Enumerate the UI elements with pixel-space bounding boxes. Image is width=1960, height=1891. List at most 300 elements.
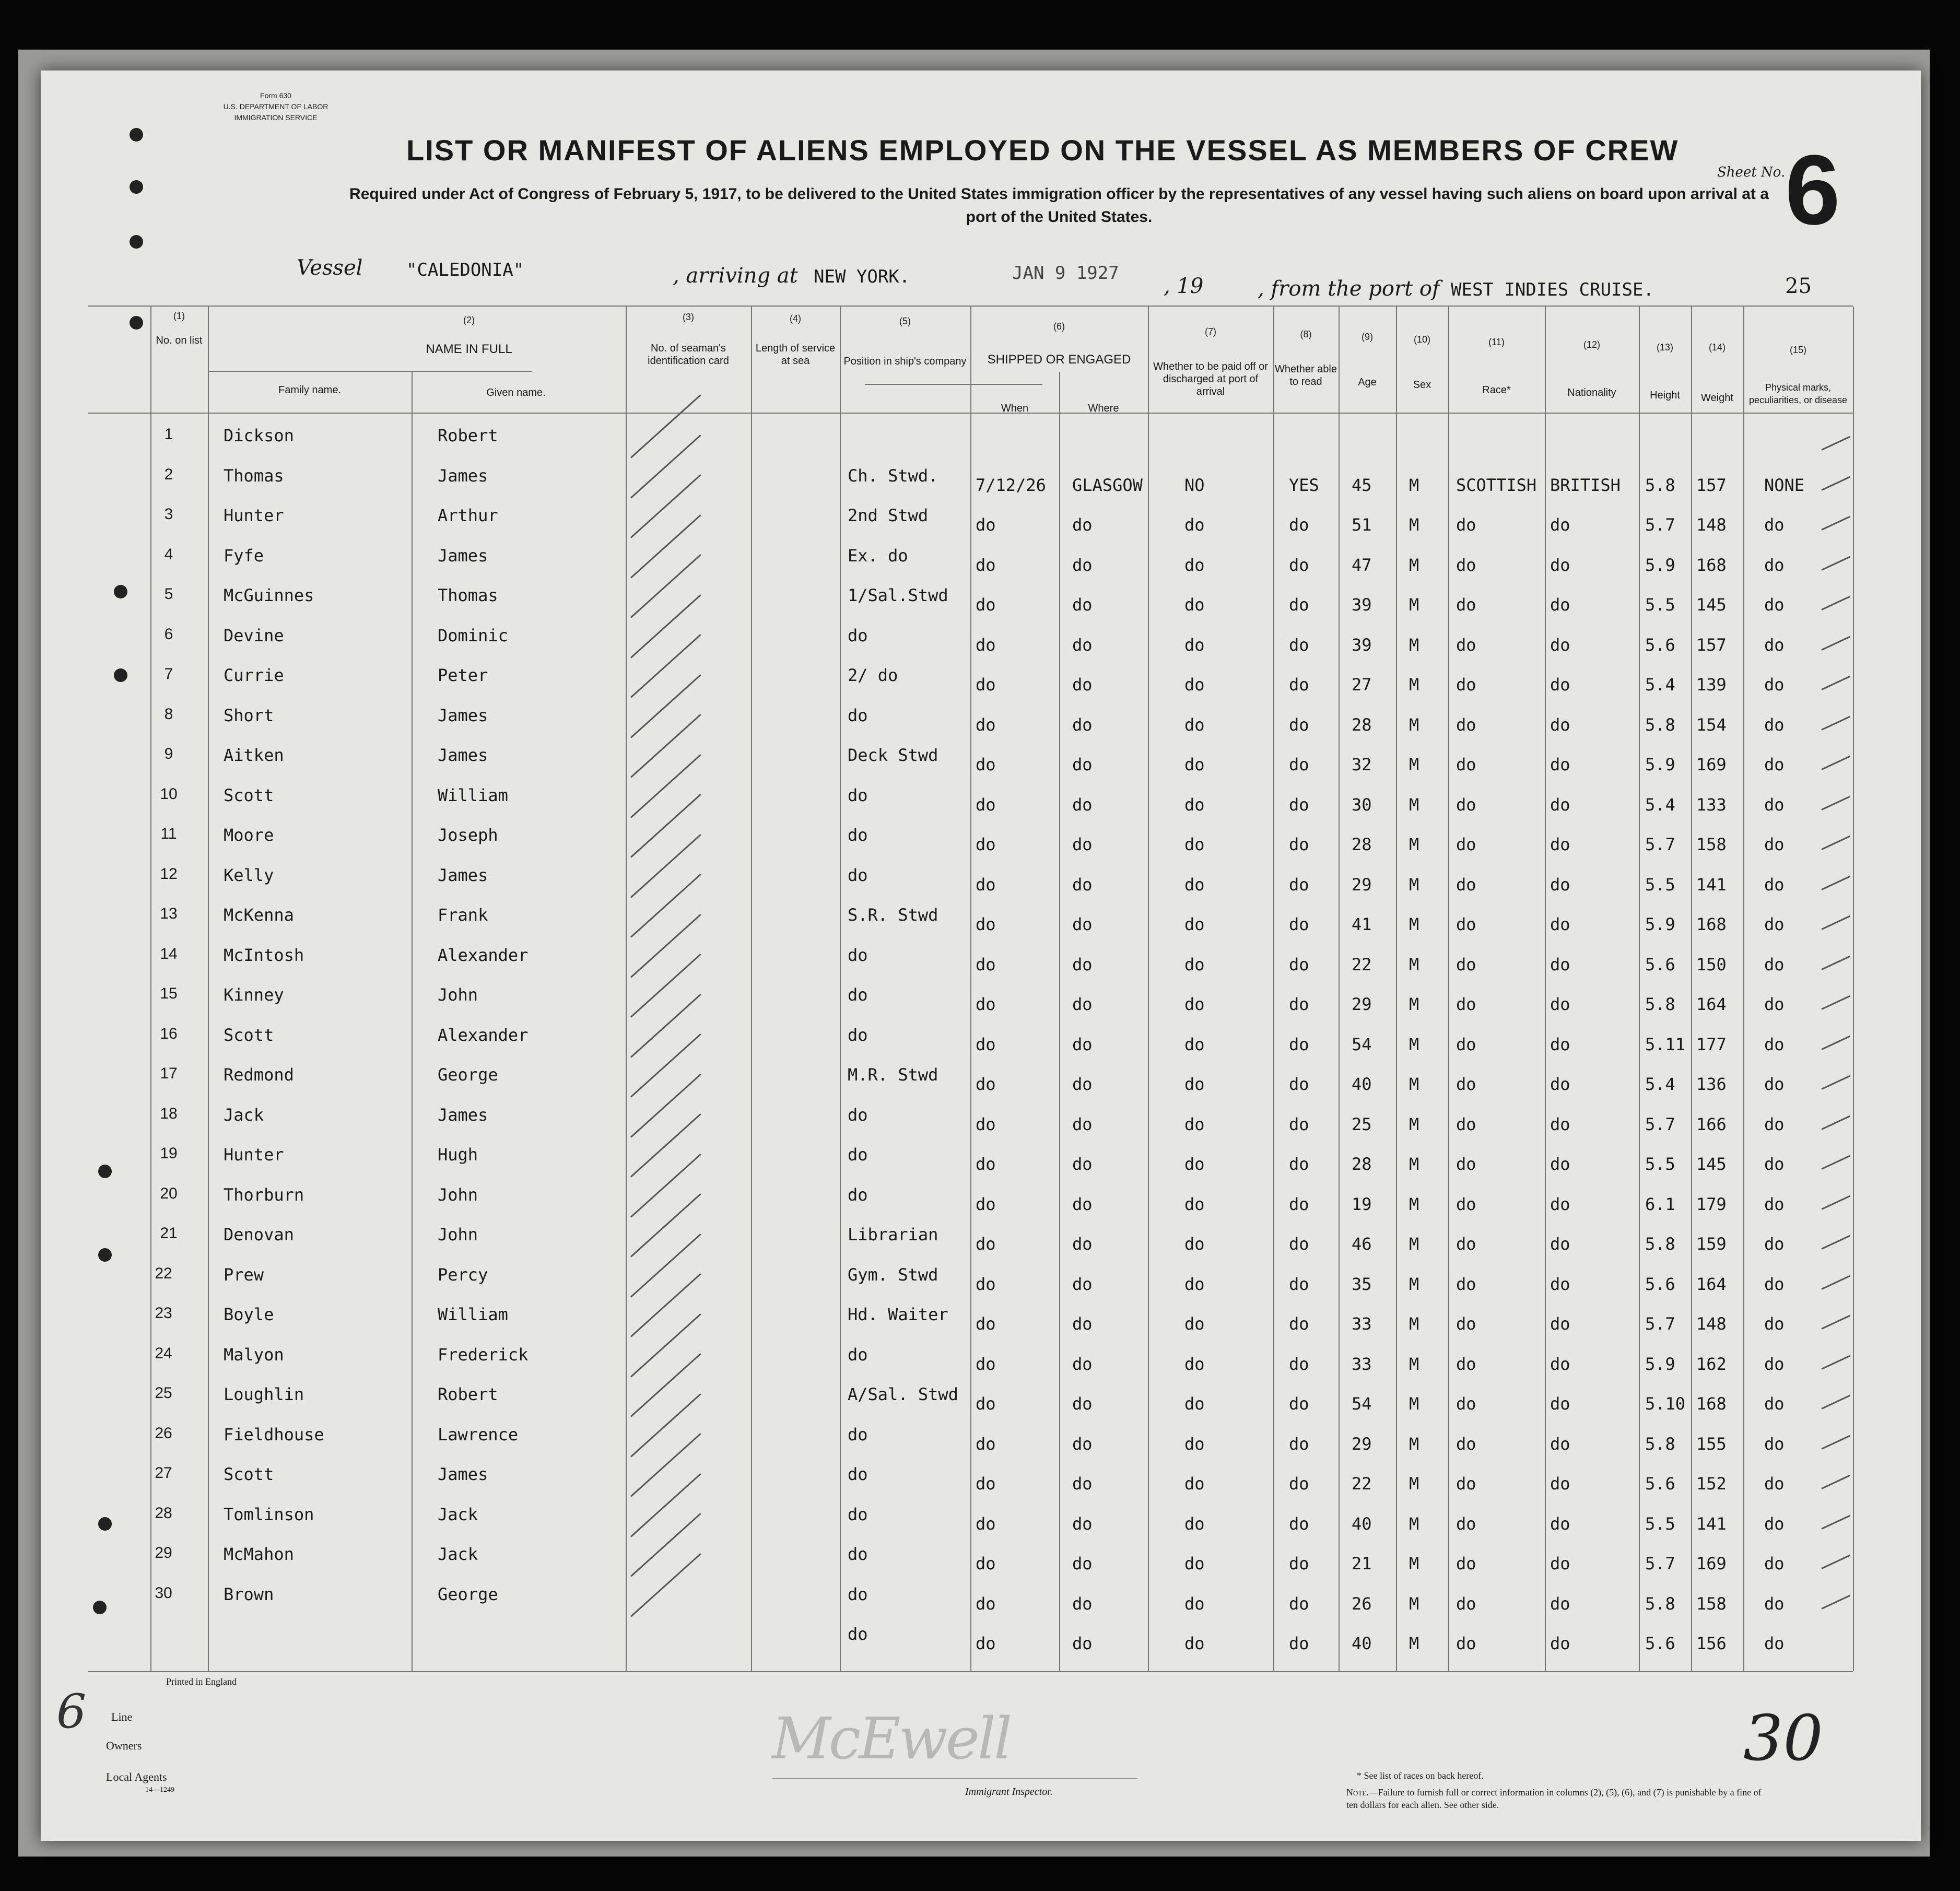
able-to-read-cell: do (1289, 635, 1309, 655)
given-name-cell: James (438, 705, 488, 725)
sex-cell: M (1409, 515, 1419, 535)
height-cell: 5.5 (1645, 1154, 1675, 1174)
physical-marks-cell: do (1764, 595, 1785, 615)
age-cell: 54 (1352, 1034, 1372, 1054)
position-cell: do (848, 985, 868, 1005)
able-to-read-cell: do (1289, 1234, 1309, 1254)
race-cell: do (1456, 1194, 1476, 1214)
given-name-cell: Alexander (438, 1025, 529, 1045)
paid-off-cell: do (1184, 1634, 1205, 1653)
position-cell: 2nd Stwd (848, 506, 929, 525)
sex-cell: M (1409, 555, 1419, 575)
shipped-when-cell: do (976, 1274, 996, 1294)
shipped-when-cell: 7/12/26 (976, 475, 1046, 495)
row-number-cell: 18 (160, 1105, 178, 1122)
row-number-cell: 15 (160, 985, 178, 1002)
column-rule (626, 307, 627, 1671)
check-mark (630, 514, 701, 578)
position-cell: do (848, 1344, 868, 1365)
sex-cell: M (1409, 794, 1419, 815)
given-name-cell: Robert (438, 1384, 498, 1404)
tick-mark (1821, 1435, 1850, 1449)
column-rule (1743, 307, 1744, 1671)
race-cell: do (1456, 1314, 1476, 1334)
shipped-when-cell: do (976, 1634, 996, 1653)
position-cell: do (848, 705, 868, 725)
given-name-cell: James (438, 545, 488, 566)
from-port: WEST INDIES CRUISE. (1451, 279, 1654, 300)
paid-off-cell: do (1184, 835, 1205, 854)
check-mark (630, 1233, 701, 1297)
paid-off-cell: do (1184, 1034, 1205, 1054)
position-cell: do (848, 825, 868, 845)
sex-cell: M (1409, 475, 1419, 495)
punch-hole (130, 316, 143, 330)
handwritten-total: 30 (1743, 1702, 1823, 1775)
physical-marks-cell: do (1764, 835, 1785, 854)
given-name-cell: John (438, 985, 478, 1005)
age-cell: 29 (1352, 874, 1372, 895)
position-cell: S.R. Stwd (848, 905, 938, 925)
age-cell: 26 (1352, 1593, 1372, 1614)
age-cell: 40 (1352, 1074, 1372, 1094)
row-number-cell: 7 (164, 665, 173, 683)
able-to-read-cell: do (1289, 714, 1309, 735)
able-to-read-cell: do (1289, 1513, 1309, 1534)
paid-off-cell: do (1184, 954, 1205, 974)
age-cell: 28 (1352, 835, 1372, 854)
given-name-cell: Thomas (438, 585, 498, 605)
weight-cell: 141 (1696, 1513, 1727, 1534)
check-mark (630, 474, 701, 538)
family-name-cell: Brown (224, 1584, 274, 1604)
paid-off-cell: do (1184, 1194, 1205, 1214)
physical-marks-cell: do (1764, 755, 1785, 774)
tick-mark (1821, 836, 1850, 850)
form-department: U.S. DEPARTMENT OF LABOR (223, 102, 328, 111)
age-cell: 28 (1352, 1154, 1372, 1174)
column-rule (1448, 307, 1449, 1671)
physical-marks-cell: do (1764, 914, 1785, 934)
row-number-cell: 28 (155, 1504, 172, 1522)
nationality-cell: do (1550, 835, 1570, 854)
sex-cell: M (1409, 1474, 1419, 1494)
physical-marks-cell: do (1764, 1154, 1785, 1174)
shipped-where-cell: do (1072, 1114, 1093, 1134)
height-cell: 5.6 (1645, 1634, 1675, 1653)
row-number-cell: 12 (160, 865, 178, 883)
sex-cell: M (1409, 835, 1419, 854)
position-cell: do (848, 1624, 868, 1644)
shipped-when-cell: do (976, 1314, 996, 1334)
sex-cell: M (1409, 1234, 1419, 1254)
tick-mark (1821, 715, 1850, 730)
shipped-when-cell: do (976, 794, 996, 815)
age-cell: 39 (1352, 635, 1372, 655)
position-cell: do (848, 865, 868, 885)
able-to-read-cell: do (1289, 914, 1309, 934)
age-cell: 21 (1352, 1554, 1372, 1573)
family-name-cell: Malyon (224, 1344, 284, 1365)
given-name-cell: James (438, 1464, 488, 1484)
nationality-cell: do (1550, 1513, 1570, 1534)
weight-cell: 158 (1696, 1593, 1727, 1614)
shipped-when-cell: do (976, 1593, 996, 1614)
sheet-label: Sheet No. (1717, 165, 1786, 180)
page-number: 25 (1785, 274, 1812, 298)
shipped-where-cell: do (1072, 515, 1093, 535)
height-cell: 5.9 (1645, 914, 1675, 934)
physical-marks-cell: do (1764, 1474, 1785, 1494)
given-name-cell: Joseph (438, 825, 498, 845)
note-text: —Failure to furnish full or correct information in columns (2), (5), (6), and (7) is punishable by a fine of ten dollars for each alien. See other side. (1346, 1787, 1762, 1810)
given-name-cell: William (438, 1305, 508, 1324)
family-name-cell: Hunter (224, 1145, 284, 1165)
family-name-cell: Scott (224, 1464, 274, 1484)
punch-hole (130, 235, 143, 249)
check-mark (630, 1393, 701, 1457)
height-cell: 5.8 (1645, 475, 1675, 495)
nationality-cell: do (1550, 595, 1570, 615)
able-to-read-cell: do (1289, 675, 1309, 695)
weight-cell: 162 (1696, 1354, 1727, 1374)
position-cell: do (848, 785, 868, 805)
family-name-cell: Tomlinson (224, 1504, 314, 1524)
weight-cell: 145 (1696, 1154, 1727, 1174)
weight-cell: 139 (1696, 675, 1727, 695)
given-name-cell: Dominic (438, 625, 508, 645)
able-to-read-cell: do (1289, 835, 1309, 854)
age-cell: 25 (1352, 1114, 1372, 1134)
row-number-cell: 9 (164, 745, 173, 762)
col7-header: Whether to be paid off or discharged at port of arrival (1153, 361, 1268, 397)
shipped-where-cell: do (1072, 1234, 1093, 1254)
weight-cell: 152 (1696, 1474, 1727, 1494)
given-name-cell: William (438, 785, 508, 805)
able-to-read-cell: do (1289, 515, 1309, 535)
race-cell: do (1456, 1274, 1476, 1294)
height-cell: 5.8 (1645, 1234, 1675, 1254)
height-cell: 5.11 (1645, 1034, 1686, 1054)
shipped-when-cell: do (976, 1354, 996, 1374)
nationality-cell: do (1550, 755, 1570, 774)
able-to-read-cell: do (1289, 1434, 1309, 1454)
nationality-cell: BRITISH (1550, 475, 1621, 495)
given-name-cell: Frederick (438, 1344, 529, 1365)
position-cell: M.R. Stwd (848, 1065, 938, 1085)
height-cell: 5.6 (1645, 635, 1675, 655)
nationality-cell: do (1550, 954, 1570, 974)
check-mark (630, 1433, 701, 1497)
paid-off-cell: do (1184, 755, 1205, 774)
nationality-cell: do (1550, 1554, 1570, 1573)
given-name-cell: George (438, 1065, 498, 1085)
height-cell: 5.5 (1645, 595, 1675, 615)
nationality-cell: do (1550, 874, 1570, 895)
document-title: LIST OR MANIFEST OF ALIENS EMPLOYED ON THE VESSEL AS MEMBERS OF CREW (406, 134, 1679, 167)
col14-header: Weight (1701, 392, 1733, 404)
able-to-read-cell: do (1289, 1474, 1309, 1494)
weight-cell: 168 (1696, 1394, 1727, 1414)
given-name-cell: Arthur (438, 506, 498, 525)
family-name-cell: Aitken (224, 745, 284, 765)
race-cell: do (1456, 794, 1476, 815)
tick-mark (1821, 1594, 1850, 1609)
able-to-read-cell: do (1289, 1314, 1309, 1334)
physical-marks-cell: do (1764, 1314, 1785, 1334)
given-name-cell: Robert (438, 426, 498, 445)
race-cell: do (1456, 1474, 1476, 1494)
height-cell: 5.7 (1645, 1554, 1675, 1573)
physical-marks-cell: do (1764, 555, 1785, 575)
col11-header: Race* (1482, 384, 1511, 396)
paid-off-cell: do (1184, 555, 1205, 575)
tick-mark (1821, 476, 1850, 490)
age-cell: 33 (1352, 1354, 1372, 1374)
able-to-read-cell: do (1289, 1593, 1309, 1614)
shipped-where-cell: do (1072, 1513, 1093, 1534)
shipped-when-cell: do (976, 874, 996, 895)
races-footnote: * See list of races on back hereof. (1357, 1770, 1484, 1781)
row-number-cell: 13 (160, 905, 178, 922)
nationality-cell: do (1550, 1034, 1570, 1054)
shipped-subheader-rule (865, 384, 1042, 385)
sex-cell: M (1409, 874, 1419, 895)
paid-off-cell: do (1184, 1074, 1205, 1094)
physical-marks-cell: do (1764, 1074, 1785, 1094)
col12-header: Nationality (1567, 387, 1616, 398)
paid-off-cell: do (1184, 1114, 1205, 1134)
paid-off-cell: do (1184, 874, 1205, 895)
paid-off-cell: do (1184, 635, 1205, 655)
able-to-read-cell: do (1289, 874, 1309, 895)
given-name-cell: Frank (438, 905, 488, 925)
physical-marks-cell: NONE (1764, 475, 1805, 495)
tick-mark (1821, 1275, 1850, 1289)
able-to-read-cell: do (1289, 1354, 1309, 1374)
date-stamp: JAN 9 1927 (1012, 263, 1119, 284)
sex-cell: M (1409, 1593, 1419, 1614)
position-cell: do (848, 1464, 868, 1484)
able-to-read-cell: do (1289, 1154, 1309, 1174)
shipped-when-cell: do (976, 635, 996, 655)
col12-number: (12) (1583, 339, 1600, 350)
race-cell: do (1456, 874, 1476, 895)
height-cell: 5.8 (1645, 1434, 1675, 1454)
shipped-where-cell: do (1072, 1034, 1093, 1054)
family-name-cell: Hunter (224, 506, 284, 525)
col9-header: Age (1358, 377, 1377, 388)
shipped-when-cell: do (976, 714, 996, 735)
paid-off-cell: do (1184, 595, 1205, 615)
given-name-cell: John (438, 1184, 478, 1205)
position-cell: do (848, 1105, 868, 1125)
sex-cell: M (1409, 1513, 1419, 1534)
family-name-cell: Kinney (224, 985, 284, 1005)
weight-cell: 157 (1696, 635, 1727, 655)
row-number-cell: 14 (160, 945, 178, 962)
manifest-page (41, 71, 1921, 1841)
tick-mark (1821, 756, 1850, 770)
check-mark (630, 1513, 701, 1577)
age-cell: 46 (1352, 1234, 1372, 1254)
nationality-cell: do (1550, 994, 1570, 1014)
able-to-read-cell: do (1289, 954, 1309, 974)
tick-mark (1821, 636, 1850, 650)
sex-cell: M (1409, 595, 1419, 615)
given-name-cell: James (438, 465, 488, 486)
given-name-cell: Jack (438, 1504, 478, 1524)
race-cell: do (1456, 1074, 1476, 1094)
height-cell: 5.8 (1645, 994, 1675, 1014)
race-cell: do (1456, 994, 1476, 1014)
weight-cell: 169 (1696, 1554, 1727, 1573)
weight-cell: 150 (1696, 954, 1727, 974)
height-cell: 5.4 (1645, 1074, 1675, 1094)
weight-cell: 157 (1696, 475, 1727, 495)
shipped-when-cell: do (976, 954, 996, 974)
check-mark (630, 554, 701, 618)
physical-marks-cell: do (1764, 994, 1785, 1014)
weight-cell: 141 (1696, 874, 1727, 895)
owners-label: Owners (106, 1739, 142, 1752)
nationality-cell: do (1550, 1593, 1570, 1614)
physical-marks-cell: do (1764, 1434, 1785, 1454)
nationality-cell: do (1550, 515, 1570, 535)
race-cell: do (1456, 1634, 1476, 1653)
tick-mark (1821, 1395, 1850, 1410)
check-mark (630, 1313, 701, 1377)
age-cell: 30 (1352, 794, 1372, 815)
shipped-when-cell: do (976, 1194, 996, 1214)
col11-number: (11) (1488, 337, 1505, 347)
physical-marks-cell: do (1764, 1114, 1785, 1134)
position-cell: do (848, 1584, 868, 1604)
row-number-cell: 30 (155, 1584, 172, 1602)
col6-header: SHIPPED OR ENGAGED (987, 353, 1131, 367)
sex-cell: M (1409, 1634, 1419, 1653)
race-cell: do (1456, 635, 1476, 655)
tick-mark (1821, 1115, 1850, 1130)
shipped-where-cell: do (1072, 755, 1093, 774)
row-number-cell: 24 (155, 1344, 172, 1362)
col5-number: (5) (899, 316, 911, 326)
vessel-label: Vessel (297, 256, 363, 280)
weight-cell: 154 (1696, 714, 1727, 735)
form-service: IMMIGRATION SERVICE (234, 113, 318, 122)
shipped-when-cell: do (976, 755, 996, 774)
given-name-cell: John (438, 1225, 478, 1244)
nationality-cell: do (1550, 555, 1570, 575)
sheet-number: 6 (1785, 135, 1840, 245)
shipped-when-cell: do (976, 914, 996, 934)
nationality-cell: do (1550, 914, 1570, 934)
family-name-cell: Redmond (224, 1065, 294, 1085)
family-name-cell: Kelly (224, 865, 274, 885)
physical-marks-cell: do (1764, 1554, 1785, 1573)
able-to-read-cell: do (1289, 1394, 1309, 1414)
col8-header: Whether able to read (1275, 363, 1337, 387)
height-cell: 5.7 (1645, 835, 1675, 854)
physical-marks-cell: do (1764, 1593, 1785, 1614)
nationality-cell: do (1550, 1114, 1570, 1134)
nationality-cell: do (1550, 794, 1570, 815)
race-cell: do (1456, 714, 1476, 735)
tick-mark (1821, 1555, 1850, 1569)
paid-off-cell: do (1184, 1593, 1205, 1614)
age-cell: 33 (1352, 1314, 1372, 1334)
family-name-cell: McGuinnes (224, 585, 314, 605)
weight-cell: 148 (1696, 1314, 1727, 1334)
race-cell: do (1456, 1593, 1476, 1614)
height-cell: 5.7 (1645, 1314, 1675, 1334)
race-cell: do (1456, 1513, 1476, 1534)
penalty-note (1346, 1786, 1775, 1811)
age-cell: 29 (1352, 1434, 1372, 1454)
race-cell: do (1456, 914, 1476, 934)
check-mark (630, 434, 701, 498)
race-cell: do (1456, 1034, 1476, 1054)
age-cell: 54 (1352, 1394, 1372, 1414)
shipped-where-cell: do (1072, 1474, 1093, 1494)
physical-marks-cell: do (1764, 874, 1785, 895)
family-name-cell: Scott (224, 1025, 274, 1045)
race-cell: do (1456, 1354, 1476, 1374)
shipped-when-cell: do (976, 1154, 996, 1174)
row-number-cell: 25 (155, 1384, 172, 1402)
family-name-cell: Fieldhouse (224, 1424, 324, 1444)
able-to-read-cell: do (1289, 595, 1309, 615)
column-rule (1691, 307, 1692, 1671)
given-name-cell: James (438, 745, 488, 765)
from-label: , from the port of (1258, 277, 1440, 301)
tick-mark (1821, 955, 1850, 970)
shipped-when-cell: do (976, 1394, 996, 1414)
physical-marks-cell: do (1764, 1194, 1785, 1214)
physical-marks-cell: do (1764, 675, 1785, 695)
check-mark (630, 1353, 701, 1417)
shipped-where-cell: do (1072, 794, 1093, 815)
col5-header: Position in ship's company (843, 356, 967, 367)
sex-cell: M (1409, 1354, 1419, 1374)
col13-number: (13) (1656, 342, 1673, 353)
inspector-label: Immigrant Inspector. (965, 1786, 1053, 1798)
family-name-cell: McKenna (224, 905, 294, 925)
sex-cell: M (1409, 1394, 1419, 1414)
position-cell: Ch. Stwd. (848, 465, 938, 486)
shipped-when-cell: do (976, 1074, 996, 1094)
weight-cell: 136 (1696, 1074, 1727, 1094)
shipped-where-cell: do (1072, 1274, 1093, 1294)
age-cell: 51 (1352, 515, 1372, 535)
physical-marks-cell: do (1764, 954, 1785, 974)
age-cell: 45 (1352, 475, 1372, 495)
height-cell: 5.6 (1645, 954, 1675, 974)
race-cell: do (1456, 1394, 1476, 1414)
sex-cell: M (1409, 675, 1419, 695)
row-number-cell: 21 (160, 1225, 178, 1242)
tick-mark (1821, 1235, 1850, 1250)
height-cell: 5.5 (1645, 1513, 1675, 1534)
race-cell: do (1456, 595, 1476, 615)
shipped-where-cell: do (1072, 714, 1093, 735)
sex-cell: M (1409, 994, 1419, 1014)
tick-mark (1821, 596, 1850, 610)
tick-mark (1821, 1355, 1850, 1369)
height-cell: 5.4 (1645, 794, 1675, 815)
position-cell: Hd. Waiter (848, 1305, 948, 1324)
col1-number: (1) (173, 311, 185, 321)
